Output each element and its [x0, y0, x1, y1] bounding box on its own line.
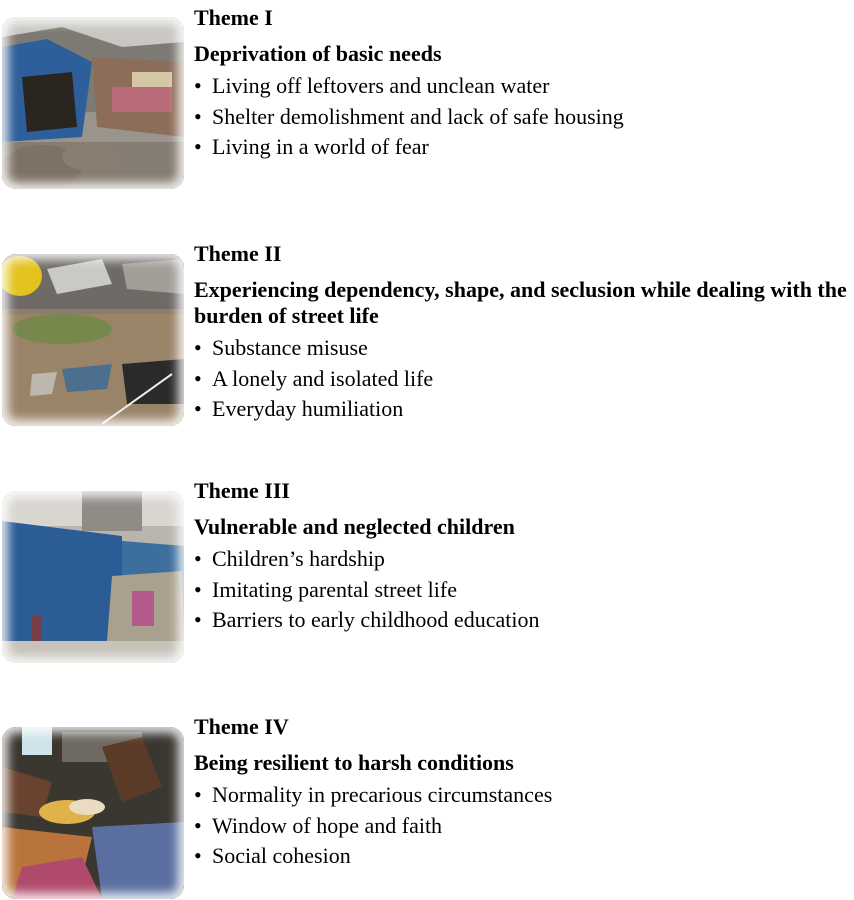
- theme-title: Being resilient to harsh conditions: [194, 750, 514, 775]
- theme-title: Vulnerable and neglected children: [194, 514, 515, 539]
- theme-title: Experiencing dependency, shape, and seclusion while dealing with the burden of street life: [194, 277, 847, 328]
- list-item: • Imitating parental street life: [194, 576, 457, 602]
- theme-label: Theme II: [194, 241, 282, 266]
- littered-ground-photo: [2, 254, 184, 426]
- blue-fence-shelter-photo: [2, 491, 184, 663]
- theme-items-list: [194, 544, 850, 636]
- list-item: • Living off leftovers and unclean water: [194, 73, 550, 98]
- list-item: • Substance misuse: [194, 335, 368, 360]
- list-item: • Everyday humiliation: [194, 396, 404, 421]
- list-item: • Normality in precarious circumstances: [194, 782, 553, 807]
- makeshift-shelter-photo: [2, 17, 184, 189]
- theme-label: Theme I: [194, 5, 273, 30]
- list-item: • Children’s hardship: [194, 546, 385, 571]
- list-item: • Window of hope and faith: [194, 812, 443, 838]
- list-item: • Living in a world of fear: [194, 134, 429, 159]
- theme-items-list: [194, 333, 850, 425]
- list-item: • A lonely and isolated life: [194, 365, 434, 391]
- list-item: • Shelter demolishment and lack of safe housing: [194, 103, 624, 129]
- sharing-food-photo: [2, 727, 184, 899]
- theme-items-list: [194, 780, 850, 872]
- theme-title: Deprivation of basic needs: [194, 41, 442, 66]
- theme-items-list: [194, 71, 850, 163]
- list-item: • Social cohesion: [194, 843, 351, 868]
- theme-label: Theme III: [194, 478, 290, 503]
- theme-label: Theme IV: [194, 714, 289, 739]
- list-item: • Barriers to early childhood education: [194, 607, 540, 632]
